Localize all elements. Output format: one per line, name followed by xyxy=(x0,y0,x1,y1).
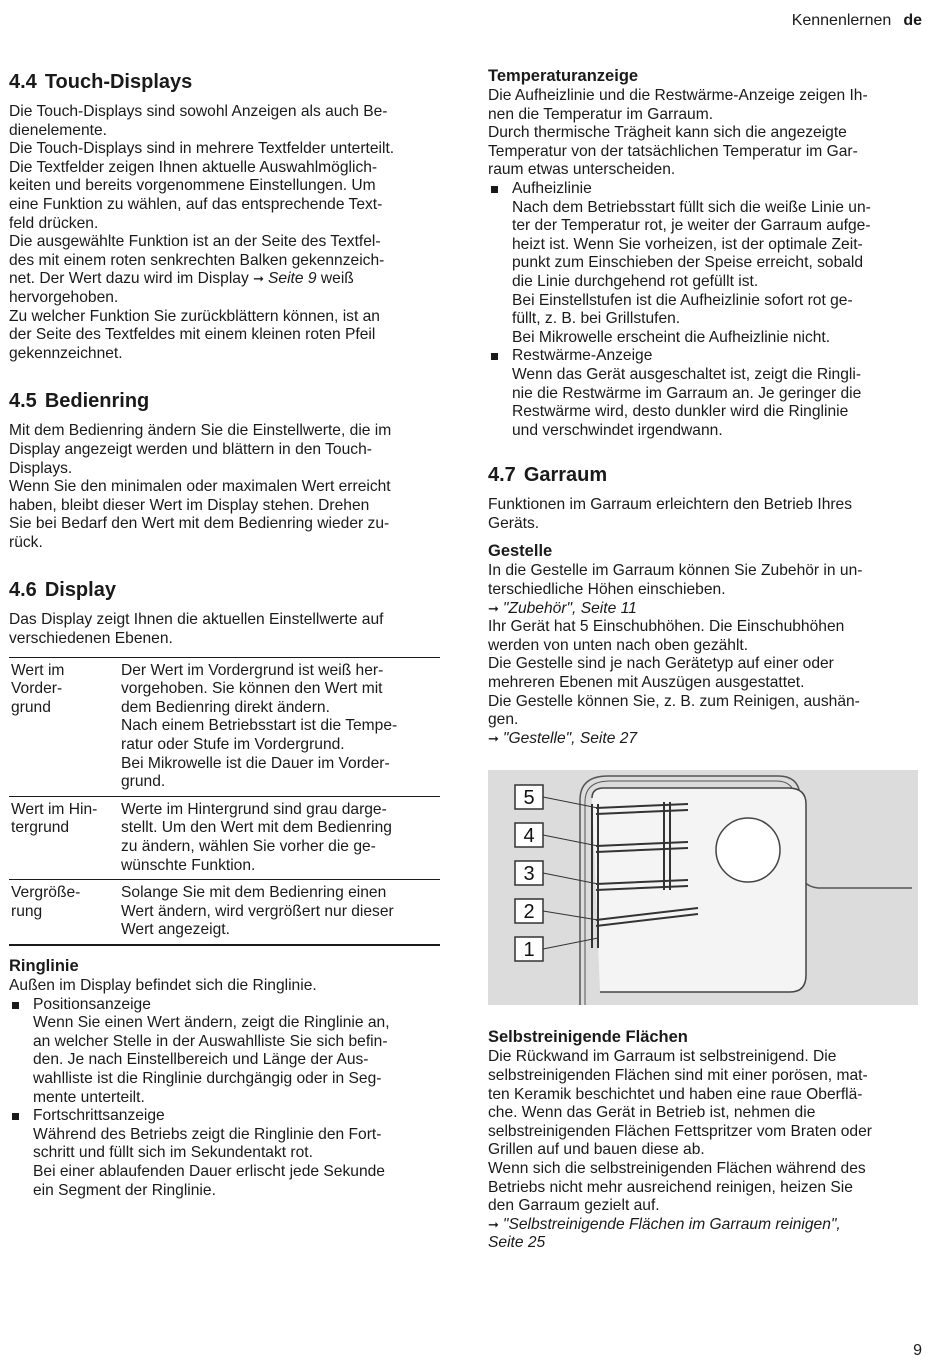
xref-link[interactable] xyxy=(253,270,316,287)
left-column xyxy=(9,66,440,1200)
display-definition-table xyxy=(9,657,440,946)
bullet-list xyxy=(488,180,920,440)
section-4-7-heading xyxy=(488,462,920,488)
paragraph-text: weiß hervorgehoben. xyxy=(9,270,354,306)
paragraph: Die Rückwand im Garraum ist selbstreinigend. Die selbstreinigenden Flächen sind mit einer porösen, mat- ten Keramik beschichtet und haben eine raue Oberflä- che. Wenn das Gerät in Betrieb ist, nehmen die selbstreinigenden Flächen Fettspritzer vom Braten oder Grillen auf und bauen diese ab. xyxy=(488,1048,872,1159)
xref-link[interactable] xyxy=(488,730,920,749)
oven-cavity-illustration xyxy=(488,770,918,1005)
paragraph: Ihr Gerät hat 5 Einschubhöhen. Die Einschubhöhen werden von unten nach oben gezählt. xyxy=(488,618,845,654)
paragraph-with-xref xyxy=(9,233,440,307)
table-description: Solange Sie mit dem Bedienring einen Wert ändern, wird vergrößert nur dieser Wert angezeigt. xyxy=(121,884,394,939)
paragraph: Wenn Sie den minimalen oder maximalen Wert erreicht haben, bleibt dieser Wert im Display stehen. Drehen Sie bei Bedarf den Wert mit dem Bedienring wieder zu- rück. xyxy=(9,478,391,551)
paragraph: Wenn sich die selbstreinigenden Flächen während des Betriebs nicht mehr ausreichend reinigen, heizen Sie den Garraum gezielt auf. xyxy=(488,1159,866,1215)
list-item-text: Wenn Sie einen Wert ändern, zeigt die Ringlinie an, an welcher Stelle in der Auswahlliste Sie sich befin- den. Je nach Einstellbereich und Länge der Aus- wahlliste ist die Ringlinie durchgängig oder in Seg- mente unterteilt. xyxy=(33,1014,390,1106)
level-number: 2 xyxy=(523,901,535,924)
table-row xyxy=(9,880,440,945)
table-term: Vergröße- rung xyxy=(11,884,81,920)
list-item xyxy=(488,180,920,347)
level-number: 1 xyxy=(523,939,535,962)
temperaturanzeige-heading: Temperaturanzeige xyxy=(488,67,639,85)
bullet-list xyxy=(9,996,440,1201)
section-title: Display xyxy=(44,579,116,602)
section-4-5-heading xyxy=(9,388,440,414)
list-item xyxy=(488,347,920,440)
level-number: 5 xyxy=(523,787,535,810)
section-title: Garraum xyxy=(523,464,608,487)
list-item-text: Während des Betriebs zeigt die Ringlinie den Fort- schritt und füllt sich im Sekundentakt rot. Bei einer ablaufenden Dauer erlischt jede Sekunde ein Segment der Ringlinie. xyxy=(33,1125,385,1199)
list-item-label: Aufheizlinie xyxy=(512,179,592,197)
header-language: de xyxy=(903,12,922,29)
paragraph: Die Gestelle können Sie, z. B. zum Reinigen, aushän- gen. xyxy=(488,692,860,729)
xref-text: "Zubehör", Seite 11 xyxy=(502,599,637,617)
gestelle-heading: Gestelle xyxy=(488,542,553,561)
xref-text: "Gestelle", Seite 27 xyxy=(502,729,638,747)
level-number: 4 xyxy=(523,825,535,848)
xref-link[interactable] xyxy=(488,600,920,619)
cavity-back-wall xyxy=(592,788,806,992)
arrow-icon: ➞ xyxy=(488,730,499,746)
table-row xyxy=(9,657,440,796)
table-row xyxy=(9,796,440,879)
arrow-icon: ➞ xyxy=(253,271,264,287)
section-4-6-heading xyxy=(9,577,440,603)
ringlinie-heading: Ringlinie xyxy=(9,956,79,975)
paragraph: Das Display zeigt Ihnen die aktuellen Einstellwerte auf verschiedenen Ebenen. xyxy=(9,611,384,648)
paragraph: Die Gestelle sind je nach Gerätetyp auf einer oder mehreren Ebenen mit Auszügen ausgestattet. xyxy=(488,655,834,692)
list-item-text: Wenn das Gerät ausgeschaltet ist, zeigt die Ringli- nie die Restwärme im Garraum an. Je geringer die Restwärme wird, desto dunkler wird die Ringlinie und verschwindet irgendwann. xyxy=(512,365,862,439)
selbstreinigende-flaechen-heading: Selbstreinigende Flächen xyxy=(488,1028,688,1047)
paragraph: Die Touch-Displays sind sowohl Anzeigen als auch Be- dienelemente. xyxy=(9,103,388,139)
list-item-label: Positionsanzeige xyxy=(33,995,151,1013)
fan-cover-icon xyxy=(716,818,780,882)
level-number: 3 xyxy=(523,863,535,886)
table-term: Wert im Hin- tergrund xyxy=(11,800,98,837)
section-number: 4.4 xyxy=(9,71,37,93)
arrow-icon: ➞ xyxy=(488,1216,499,1232)
page-number: 9 xyxy=(913,1342,922,1359)
table-term: Wert im Vorder- grund xyxy=(11,661,65,716)
xref-link[interactable] xyxy=(488,1216,920,1253)
arrow-icon: ➞ xyxy=(488,600,499,616)
list-item xyxy=(9,996,440,1108)
table-description: Werte im Hintergrund sind grau darge- stellt. Um den Wert mit dem Bedienring zu ändern, wählen Sie vorher die ge- wünschte Funktion. xyxy=(121,800,392,874)
list-item-label: Restwärme-Anzeige xyxy=(512,347,653,365)
paragraph: Zu welcher Funktion Sie zurückblättern können, ist an der Seite des Textfeldes mit einem kleinen roten Pfeil gekennzeichnet. xyxy=(9,307,380,362)
paragraph: Die Touch-Displays sind in mehrere Textfelder unterteilt. Die Textfelder zeigen Ihnen aktuelle Auswahlmöglich- keiten und bereits vorgenommene Einstellungen. Um eine Funktion zu wählen, auf das entsprechende Text- feld drücken. xyxy=(9,140,395,232)
section-number: 4.7 xyxy=(488,464,516,487)
paragraph: Mit dem Bedienring ändern Sie die Einstellwerte, die im Display angezeigt werden und blättern in den Touch- Displays. xyxy=(9,422,392,477)
section-number: 4.5 xyxy=(9,390,37,413)
section-4-4-heading xyxy=(9,69,440,95)
right-column xyxy=(488,66,920,1253)
oven-rack-levels-figure xyxy=(488,770,918,1005)
paragraph-text: Die ausgewählte Funktion ist an der Seite des Textfel- des mit einem roten senkrechten Balken gekennzeich- net. Der Wert dazu wird im Display xyxy=(9,233,385,288)
section-number: 4.6 xyxy=(9,579,37,602)
paragraph: Außen im Display befindet sich die Ringlinie. xyxy=(9,976,317,994)
table-description: Der Wert im Vordergrund ist weiß her- vorgehoben. Sie können den Wert mit dem Bedienring direkt ändern. Nach einem Betriebsstart ist die Tempe- ratur oder Stufe im Vordergrund. Bei Mikrowelle ist die Dauer im Vorder- grund. xyxy=(121,661,398,791)
list-item-label: Fortschrittsanzeige xyxy=(33,1107,165,1125)
section-title: Bedienring xyxy=(44,390,150,413)
paragraph: In die Gestelle im Garraum können Sie Zubehör in un- terschiedliche Höhen einschieben. xyxy=(488,562,863,599)
paragraph: Funktionen im Garraum erleichtern den Betrieb Ihres Geräts. xyxy=(488,496,853,532)
section-title: Touch-Displays xyxy=(44,71,193,93)
xref-text: Seite 9 xyxy=(268,270,317,288)
header-section: Kennenlernen xyxy=(791,12,892,29)
list-item xyxy=(9,1107,440,1200)
running-header xyxy=(792,10,922,32)
paragraph: Durch thermische Trägheit kann sich die angezeigte Temperatur von der tatsächlichen Temperatur im Gar- raum etwas unterscheiden. xyxy=(488,124,858,179)
list-item-text: Nach dem Betriebsstart füllt sich die weiße Linie un- ter der Temperatur rot, je weiter der Garraum aufge- heizt ist. Wenn Sie vorheizen, ist der optimale Zeit- punkt zum Einschieben der Speise erreicht, sobald die Linie durchgehend rot gefüllt ist. Bei Einstellstufen ist die Aufheizlinie sofort rot ge- füllt, z. B. bei Grillstufen. Bei Mikrowelle erscheint die Aufheizlinie nicht. xyxy=(512,198,871,346)
paragraph: Die Aufheizlinie und die Restwärme-Anzeige zeigen Ih- nen die Temperatur im Garraum. xyxy=(488,87,868,123)
xref-text: "Selbstreinigende Flächen im Garraum reinigen", Seite 25 xyxy=(488,1215,841,1252)
